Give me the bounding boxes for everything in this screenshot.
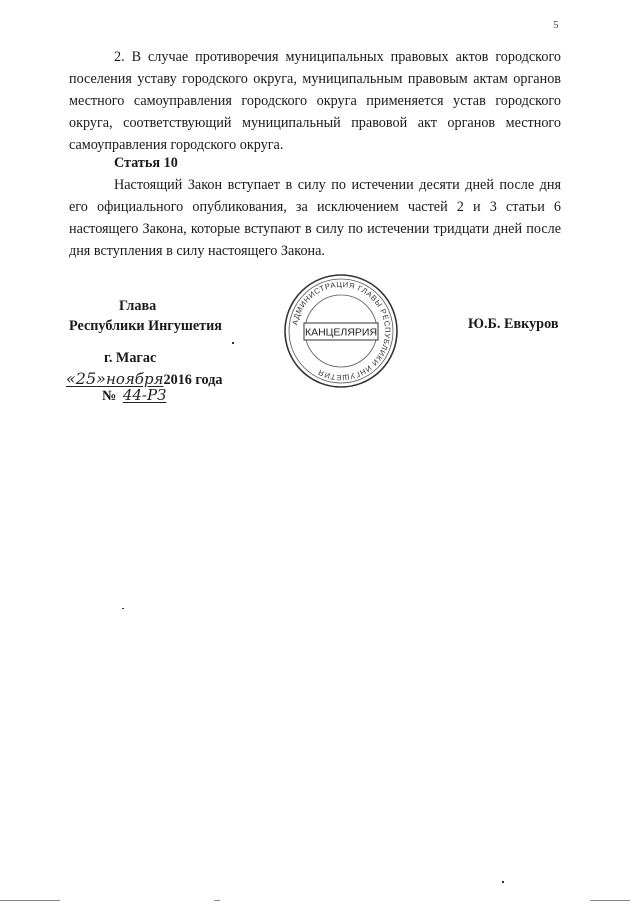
date-close-quote: » bbox=[96, 369, 106, 388]
signatory-name: Ю.Б. Евкуров bbox=[468, 316, 559, 332]
scan-mark bbox=[122, 608, 124, 609]
stamp-center-text: КАНЦЕЛЯРИЯ bbox=[304, 326, 378, 339]
stamp-ring-text: АДМИНИСТРАЦИЯ ГЛАВЫ РЕСПУБЛИКИ ИНГУШЕТИЯ bbox=[290, 279, 393, 383]
chancery-stamp bbox=[282, 272, 400, 390]
article-10-text: Настоящий Закон вступает в силу по истечении десяти дней после дня его официального опубликования, за исключением частей 2 и 3 статьи 6 настоящего Закона, которые вступают в силу по истечении тридцати дней после дня вступления в силу настоящего Закона. bbox=[69, 177, 561, 259]
law-number-value: 44-РЗ bbox=[122, 386, 167, 404]
signature-title: Глава bbox=[119, 298, 157, 314]
date-month: ноября bbox=[105, 370, 164, 388]
scan-mark bbox=[0, 900, 60, 901]
scan-mark bbox=[590, 900, 630, 901]
article-10-heading: Статья 10 bbox=[114, 155, 178, 171]
place: г. Магас bbox=[104, 350, 157, 366]
paragraph-2: 2. В случае противоречия муниципальных правовых актов городского поселения уставу городского округа, муниципальным правовым актам органов местного самоуправления городского округа применяется устав городского округа, соответствующий муниципальный правовой акт органов местного самоуправления городского округа. bbox=[69, 49, 561, 153]
page-number: 5 bbox=[553, 19, 559, 31]
law-number-label: № bbox=[102, 388, 117, 404]
date-year: 2016 года bbox=[163, 372, 223, 388]
date-open-quote: « bbox=[66, 369, 76, 388]
scan-mark bbox=[502, 881, 504, 883]
signature-region: Республики Ингушетия bbox=[69, 318, 222, 334]
scan-mark bbox=[232, 342, 234, 344]
date-day: 25 bbox=[75, 369, 97, 388]
scan-mark bbox=[214, 900, 220, 901]
law-number bbox=[102, 386, 166, 405]
